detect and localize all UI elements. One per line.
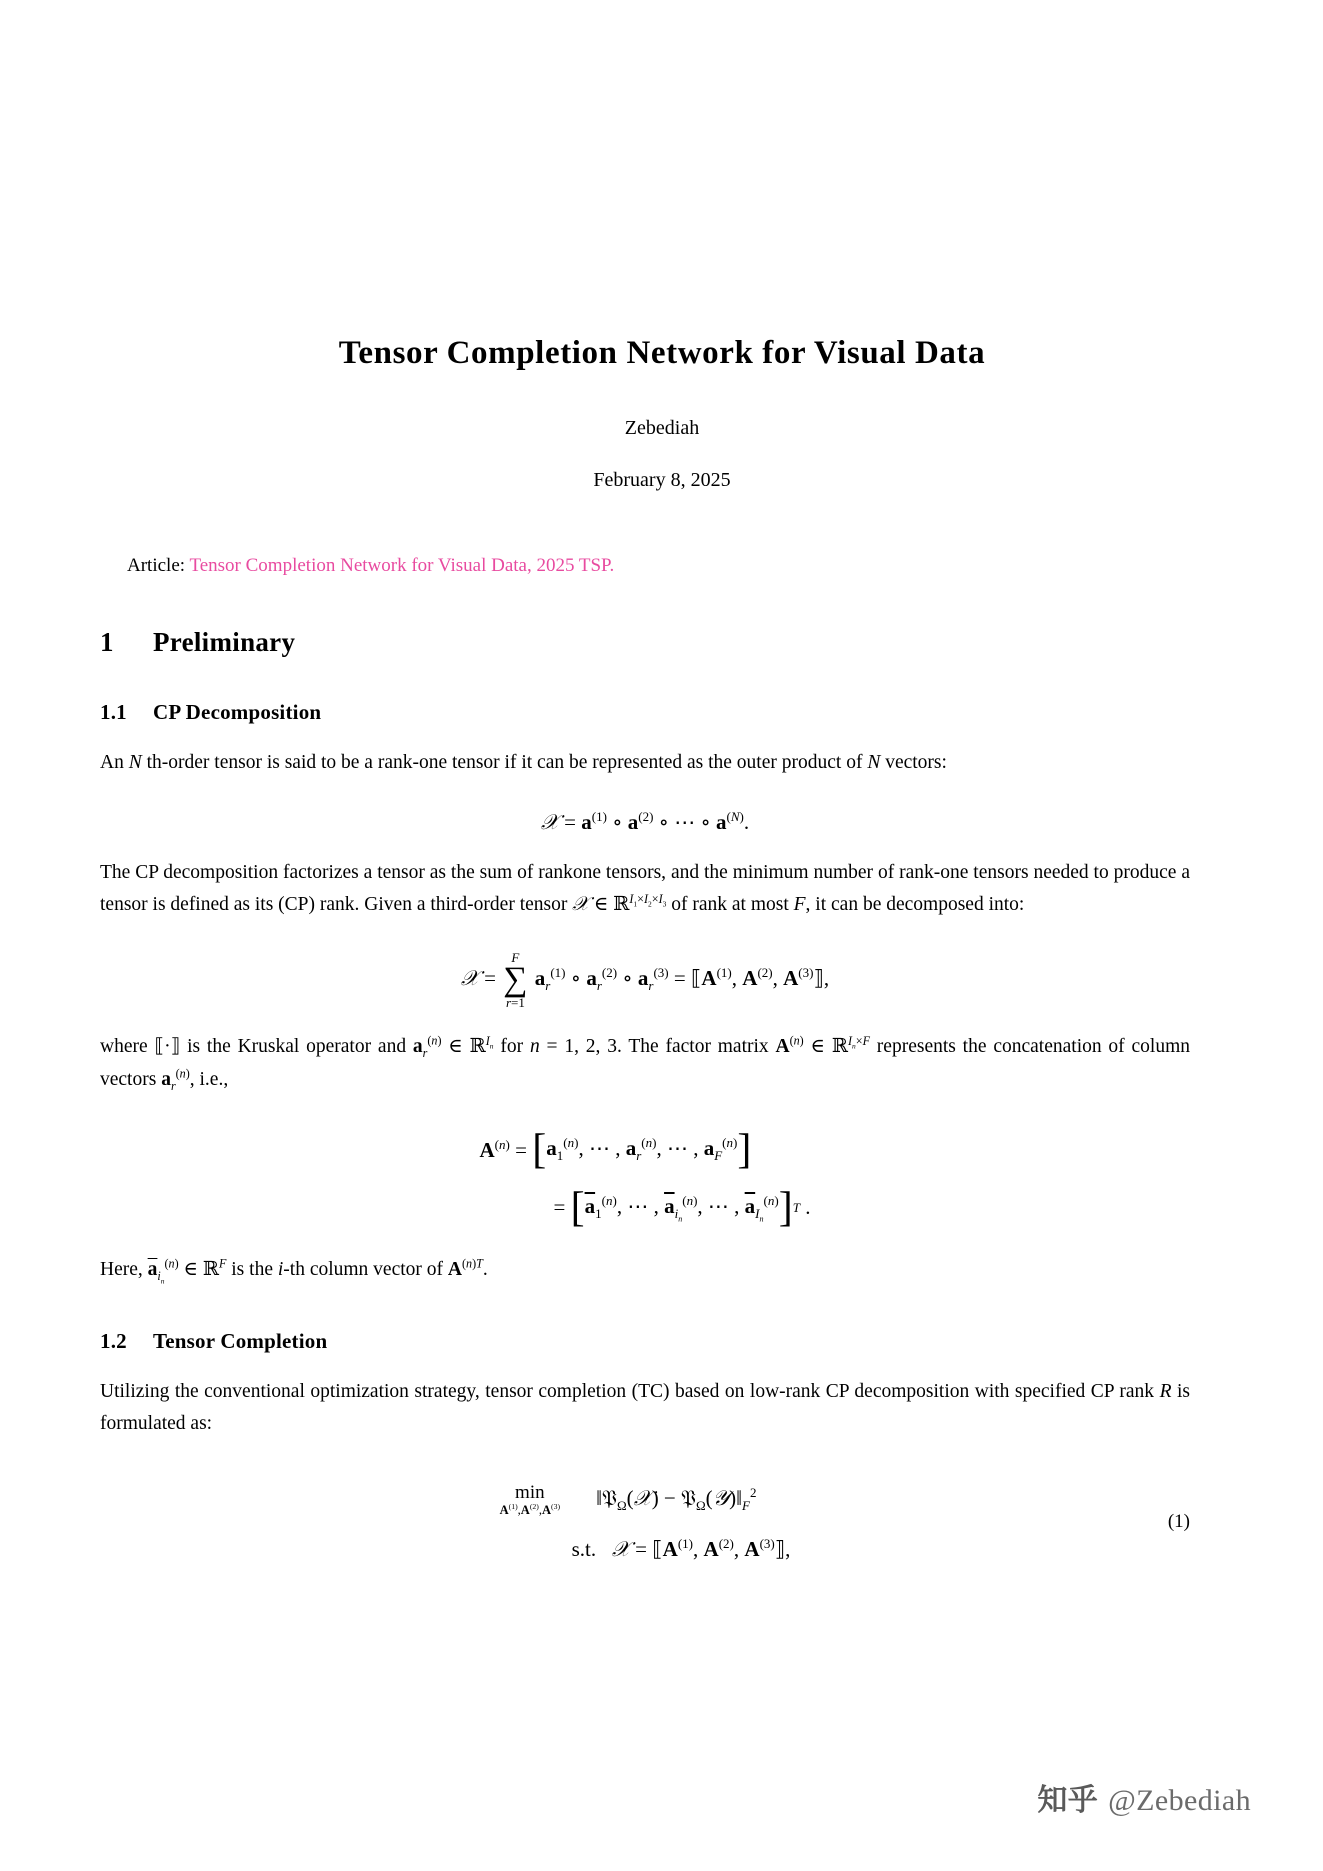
equation-cp-sum: 𝒳 = F ∑ r=1 $a_r^{(1)}$ ∘ $a_r^{(2)}$ ∘ $a_r^{(3)}$ = $⟦A^{(1)}$, $A^{(2)}$, $A^{(3)}⟧$, xyxy=(460,949,830,1011)
section-title: Preliminary xyxy=(153,627,296,657)
paragraph-cp-decomposition: The CP decomposition factorizes a tensor as the sum of rankone tensors, and the minimum number of rank-one tensors needed to produce a tensor is defined as its (CP) rank. Given a third-order tensor 𝒳 ∈ ℝ$^{I_1\times I_2\times I_3}$ of rank at most F, it can be decomposed into: xyxy=(100,861,1190,916)
subsection-title: CP Decomposition xyxy=(153,700,322,724)
subsection-number: 1.1 xyxy=(100,700,127,724)
equation-factor-matrix: $A^{(n)}$ = [ $a_1^{(n)}$, ⋯ , $a_r^{(n)}$, ⋯ , $a_F^{(n)}$ ] = [ $\overline{a}_1^{(n)}$, ⋯ , $\overline{a}_{i_n}^{(n)}$, ⋯ , $\overline{a}_{I_n}^{(n)}$ ] T . xyxy=(479,1126,811,1231)
author-name: Zebediah xyxy=(624,417,700,439)
subsection-number: 1.2 xyxy=(100,1329,127,1354)
section-number: 1 xyxy=(100,627,114,657)
article-link[interactable]: Tensor Completion Network for Visual Data, 2025 TSP. xyxy=(189,555,615,576)
min-operator: min $A^{(1)},A^{(2)},A^{(3)}$ xyxy=(499,1481,561,1518)
page-title: Tensor Completion Network for Visual Data xyxy=(338,335,986,371)
paragraph-rank-one-intro: An N th-order tensor is said to be a rank-one tensor if it can be represented as the outer product of N vectors: xyxy=(100,752,947,773)
article-reference xyxy=(127,555,1202,577)
subsection-title: Tensor Completion xyxy=(153,1329,328,1354)
equation-number: (1) xyxy=(1167,1510,1190,1532)
subsection-heading-cp-decomposition xyxy=(100,700,1202,725)
watermark-logo: 知乎 xyxy=(1037,1784,1099,1817)
paper-content xyxy=(100,0,1202,1562)
equation-rank-one: 𝒳 = $a^{(1)}$ ∘ $a^{(2)}$ ∘ ⋯ ∘ $a^{(N)}$. xyxy=(540,808,750,834)
paragraph-tensor-completion-intro: Utilizing the conventional optimization strategy, tensor completion (TC) based on low-rank CP decomposition with specified CP rank R is formulated as: xyxy=(100,1381,1190,1434)
watermark xyxy=(1037,1775,1251,1819)
watermark-handle: @Zebediah xyxy=(1108,1784,1251,1817)
equation-tc-problem: min $A^{(1)},A^{(2)},A^{(3)}$ ‖𝔓$_\Omega$(𝒳) − $𝔓_\Omega(𝒴)‖_F^2$ s.t. 𝒳 = $⟦A^{(1)}$, $A^{(2)}$, $A^{(3)}⟧$, (1) xyxy=(499,1481,1190,1561)
article-label: Article: xyxy=(127,555,186,576)
paragraph-kruskal-operator: where ⟦·⟧ is the Kruskal operator and $a_r^{(n)}$ ∈ ℝ$^{I_n}$ for n = 1, 2, 3. The factor matrix $A^{(n)}$ ∈ ℝ$^{I_n\times F}$ represents the concatenation of column vectors $a_r^{(n)}$, i.e., xyxy=(100,1033,1190,1093)
subsection-heading-tensor-completion xyxy=(100,1329,1202,1354)
paragraph-column-vector-note: Here, $\overline{a}_{i_n}^{(n)}$ ∈ ℝ$^F$ is the i-th column vector of $A^{(n)T}$. xyxy=(100,1256,488,1286)
section-heading-preliminary xyxy=(100,627,1202,658)
publication-date: February 8, 2025 xyxy=(593,469,731,491)
summation-symbol: F ∑ r=1 xyxy=(503,949,528,1011)
